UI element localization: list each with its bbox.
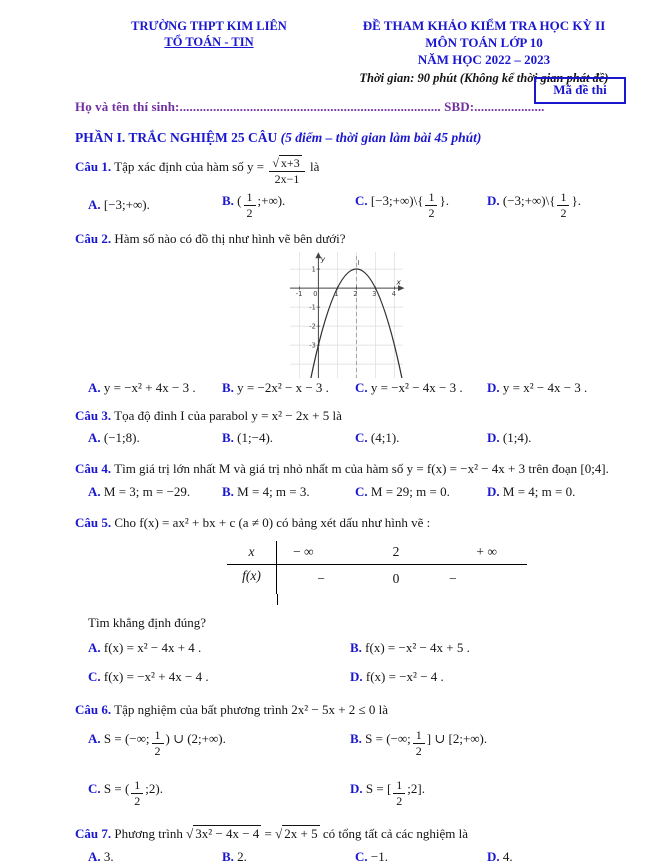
option-letter: B. xyxy=(222,483,234,499)
option-text: y = −2x² − x − 3 . xyxy=(237,379,329,395)
option-text: y = −x² − 4x − 3 . xyxy=(370,379,463,395)
question-7-text: Phương trình √ 3x² − 4x − 4 = √ 2x + 5 có tổng tất cả các nghiệm là xyxy=(114,826,468,842)
question-7-stem xyxy=(75,825,625,843)
question-7-option-d xyxy=(487,849,625,865)
exam-code-box xyxy=(534,77,626,104)
option-letter: D. xyxy=(350,669,363,685)
option-letter: D. xyxy=(350,781,363,797)
question-3-label: Câu 3. xyxy=(75,407,112,423)
option-text: 4. xyxy=(502,848,513,864)
q2-parabola-graph xyxy=(287,251,405,378)
question-4-option-d xyxy=(487,484,625,500)
option-letter: A. xyxy=(88,197,101,213)
sbd-dotted-field: ..................... xyxy=(474,98,545,114)
question-3-stem xyxy=(75,407,625,425)
school-name: TRƯỜNG THPT KIM LIÊN xyxy=(131,19,287,33)
exam-title-block xyxy=(343,18,625,86)
option-text: (−3;+∞)\{ $\frac{1}{2}$ }. xyxy=(502,190,581,220)
question-7-option-c xyxy=(355,849,487,865)
exam-title-line3: NĂM HỌC 2022 – 2023 xyxy=(417,51,551,67)
option-text: −1. xyxy=(370,848,388,864)
option-text: (1;4). xyxy=(502,430,532,446)
sign-table-row-x xyxy=(227,541,527,565)
question-4-option-a xyxy=(88,484,222,500)
question-6-options xyxy=(88,729,625,807)
question-2-stem xyxy=(75,230,625,248)
question-4-text: Tìm giá trị lớn nhất M và giá trị nhỏ nhất m của hàm số y = f(x) = −x² − 4x + 3 trên đoạn [0;4]. xyxy=(114,461,609,477)
sqrt-expression: √ 3x² − 4x − 4 xyxy=(186,826,260,842)
question-5-option-c xyxy=(88,669,350,685)
option-text: f(x) = −x² − 4 . xyxy=(365,669,444,685)
sbd-label: SBD: xyxy=(440,98,475,114)
option-text: ( $\frac{1}{2}$ ;+∞). xyxy=(237,190,286,220)
option-text: y = −x² + 4x − 3 . xyxy=(103,379,196,395)
question-1-option-a xyxy=(88,197,222,213)
fraction: $\frac{1}{2}$ xyxy=(244,191,256,219)
question-5-text: Cho f(x) = ax² + bx + c (a ≠ 0) có bảng xét dấu như hình vẽ : xyxy=(114,514,431,530)
question-5-stem xyxy=(75,514,625,532)
sign-table-cell: − ∞ xyxy=(293,544,314,560)
option-text: [−3;+∞). xyxy=(103,197,150,213)
question-5-options xyxy=(88,640,625,685)
sign-table-x-header: x xyxy=(227,541,277,564)
option-letter: D. xyxy=(487,193,500,209)
option-text: y = x² − 4x − 3 . xyxy=(502,379,588,395)
exam-code-label: Mã đề thi xyxy=(553,82,607,97)
question-1-label: Câu 1. xyxy=(75,159,112,175)
question-3-option-b xyxy=(222,430,355,446)
option-letter: C. xyxy=(355,848,368,864)
option-letter: B. xyxy=(222,379,234,395)
option-letter: B. xyxy=(222,848,234,864)
fraction: $\frac{1}{2}$ xyxy=(152,729,164,757)
option-letter: A. xyxy=(88,483,101,499)
x-tick-label: 4 xyxy=(391,289,397,298)
question-1-stem xyxy=(75,157,625,185)
option-text: 2. xyxy=(237,848,247,864)
option-letter: A. xyxy=(88,640,101,656)
option-letter: B. xyxy=(350,731,362,747)
fraction: $\frac{1}{2}$ xyxy=(413,729,425,757)
question-6 xyxy=(75,701,625,807)
option-letter: B. xyxy=(350,640,362,656)
question-7-label: Câu 7. xyxy=(75,826,112,842)
question-3 xyxy=(75,407,625,447)
student-name-dotted-field: .............................................................................. xyxy=(179,98,441,114)
option-text: (−1;8). xyxy=(103,430,140,446)
fraction: $\frac{1}{2}$ xyxy=(131,779,143,807)
question-2-option-a xyxy=(88,380,222,396)
option-text: M = 29; m = 0. xyxy=(370,483,450,499)
question-4 xyxy=(75,460,625,500)
y-tick-label: -2 xyxy=(309,322,316,331)
sqrt-expression: √ 2x + 5 xyxy=(275,826,318,842)
sign-table-vertical-rule-stub xyxy=(227,594,278,605)
option-text: S = (−∞; $\frac{1}{2}$ ] ∪ [2;+∞). xyxy=(365,728,488,758)
question-3-option-d xyxy=(487,430,625,446)
option-letter: B. xyxy=(222,430,234,446)
sign-table-cell: + ∞ xyxy=(476,544,497,560)
question-3-text: Tọa độ đỉnh I của parabol y = x² − 2x + 5 là xyxy=(114,407,342,423)
question-1-text: Tập xác định của hàm số y = $\frac{√ x+3}{2x-1}$ là xyxy=(114,155,320,186)
x-tick-label: -1 xyxy=(295,289,303,298)
sign-table-cell: − xyxy=(317,571,325,587)
student-name-label: Họ và tên thí sinh: xyxy=(75,98,180,114)
option-letter: C. xyxy=(355,483,368,499)
option-text: S = ( $\frac{1}{2}$ ;2). xyxy=(103,778,163,808)
question-7 xyxy=(75,825,625,865)
question-6-option-b xyxy=(350,729,625,757)
option-letter: A. xyxy=(88,379,101,395)
option-letter: D. xyxy=(487,848,500,864)
question-1-options xyxy=(88,191,625,219)
question-2-options xyxy=(88,380,625,396)
question-5 xyxy=(75,514,625,686)
exam-title-line2: MÔN TOÁN LỚP 10 xyxy=(425,34,543,50)
x-tick-label: 0 xyxy=(313,289,318,298)
question-5-option-b xyxy=(350,640,625,656)
question-7-option-a xyxy=(88,849,222,865)
vertex-label: I xyxy=(357,258,360,267)
question-5-option-a xyxy=(88,640,350,656)
question-2-option-c xyxy=(355,380,487,396)
x-tick-label: 3 xyxy=(372,289,377,298)
y-axis-label: y xyxy=(320,254,326,264)
question-6-option-d xyxy=(350,779,625,807)
option-text: M = 4; m = 0. xyxy=(502,483,576,499)
option-letter: B. xyxy=(222,193,234,209)
y-tick-label: -1 xyxy=(309,303,316,312)
section-heading xyxy=(75,130,625,146)
question-2-option-b xyxy=(222,380,355,396)
question-4-stem xyxy=(75,460,625,478)
question-6-text: Tập nghiệm của bất phương trình 2x² − 5x + 2 ≤ 0 là xyxy=(114,702,389,718)
sign-table-cell: 0 xyxy=(392,571,400,587)
option-text: f(x) = −x² − 4x + 5 . xyxy=(365,640,470,656)
question-1-option-b xyxy=(222,191,355,219)
option-text: S = (−∞; $\frac{1}{2}$ ) ∪ (2;+∞). xyxy=(103,728,226,758)
option-text: M = 3; m = −29. xyxy=(103,483,191,499)
section-subtitle: (5 điểm – thời gian làm bài 45 phút) xyxy=(280,129,482,145)
q5-sign-table xyxy=(227,541,527,605)
question-4-label: Câu 4. xyxy=(75,461,112,477)
question-4-option-b xyxy=(222,484,355,500)
option-text: (4;1). xyxy=(370,430,400,446)
question-6-option-c xyxy=(88,779,350,807)
option-letter: D. xyxy=(487,379,500,395)
question-7-options xyxy=(88,849,625,865)
question-4-option-c xyxy=(355,484,487,500)
question-2-label: Câu 2. xyxy=(75,231,112,247)
option-text: M = 4; m = 3. xyxy=(237,483,310,499)
question-1-option-d xyxy=(487,191,625,219)
student-info-line xyxy=(75,99,553,115)
option-letter: C. xyxy=(88,669,101,685)
option-letter: D. xyxy=(487,483,500,499)
question-7-option-b xyxy=(222,849,355,865)
question-6-option-a xyxy=(88,729,350,757)
option-letter: C. xyxy=(355,379,368,395)
sign-table-row-fx xyxy=(227,565,527,594)
option-letter: C. xyxy=(355,430,368,446)
exam-title-line1: ĐỀ THAM KHẢO KIỂM TRA HỌC KỲ II xyxy=(362,18,606,33)
sign-table-cell: 2 xyxy=(392,544,400,560)
x-tick-label: 2 xyxy=(353,289,358,298)
option-text: f(x) = x² − 4x + 4 . xyxy=(103,640,202,656)
option-text: [−3;+∞)\{ $\frac{1}{2}$ }. xyxy=(370,190,449,220)
exam-time-note: Thời gian: 90 phút (Không kể thời gian phát đề) xyxy=(359,70,609,85)
question-3-options xyxy=(88,430,625,446)
question-2-text: Hàm số nào có đồ thị như hình vẽ bên dưới? xyxy=(114,231,346,247)
question-3-option-c xyxy=(355,430,487,446)
question-5-label: Câu 5. xyxy=(75,514,112,530)
q2-graph-container xyxy=(287,251,625,378)
fraction: $\frac{1}{2}$ xyxy=(557,191,569,219)
question-5-option-d xyxy=(350,669,625,685)
question-2-option-d xyxy=(487,380,625,396)
y-tick-label: 1 xyxy=(311,265,316,274)
option-text: (1;−4). xyxy=(237,430,274,446)
option-letter: A. xyxy=(88,430,101,446)
exam-header xyxy=(75,18,625,86)
question-4-options xyxy=(88,484,625,500)
question-5-post-text: Tìm khẳng định đúng? xyxy=(88,615,207,631)
option-text: f(x) = −x² + 4x − 4 . xyxy=(103,669,209,685)
sqrt-expression: √ x+3 xyxy=(272,155,300,170)
option-letter: C. xyxy=(355,193,368,209)
x-tick-label: 1 xyxy=(334,289,339,298)
question-6-stem xyxy=(75,701,625,719)
section-title: PHẦN I. TRẮC NGHIỆM 25 CÂU xyxy=(75,129,281,145)
x-axis-label: x xyxy=(396,277,401,287)
school-block xyxy=(75,18,343,86)
fraction: $\frac{1}{2}$ xyxy=(393,779,405,807)
fraction: $\frac{√ x+3}{2x-1}$ xyxy=(269,157,304,185)
option-text: S = [ $\frac{1}{2}$ ;2]. xyxy=(365,778,425,808)
option-text: 3. xyxy=(103,848,114,864)
option-letter: A. xyxy=(88,731,101,747)
option-letter: D. xyxy=(487,430,500,446)
y-tick-label: -3 xyxy=(309,341,316,350)
question-1-option-c xyxy=(355,191,487,219)
question-2 xyxy=(75,230,625,396)
question-1 xyxy=(75,157,625,219)
question-6-label: Câu 6. xyxy=(75,702,112,718)
department-name: TỔ TOÁN - TIN xyxy=(164,35,254,50)
sign-table-cell: − xyxy=(449,571,457,587)
option-letter: C. xyxy=(88,781,101,797)
option-letter: A. xyxy=(88,848,101,864)
sign-table-fx-header: f(x) xyxy=(227,565,277,594)
fraction: $\frac{1}{2}$ xyxy=(425,191,437,219)
question-3-option-a xyxy=(88,430,222,446)
